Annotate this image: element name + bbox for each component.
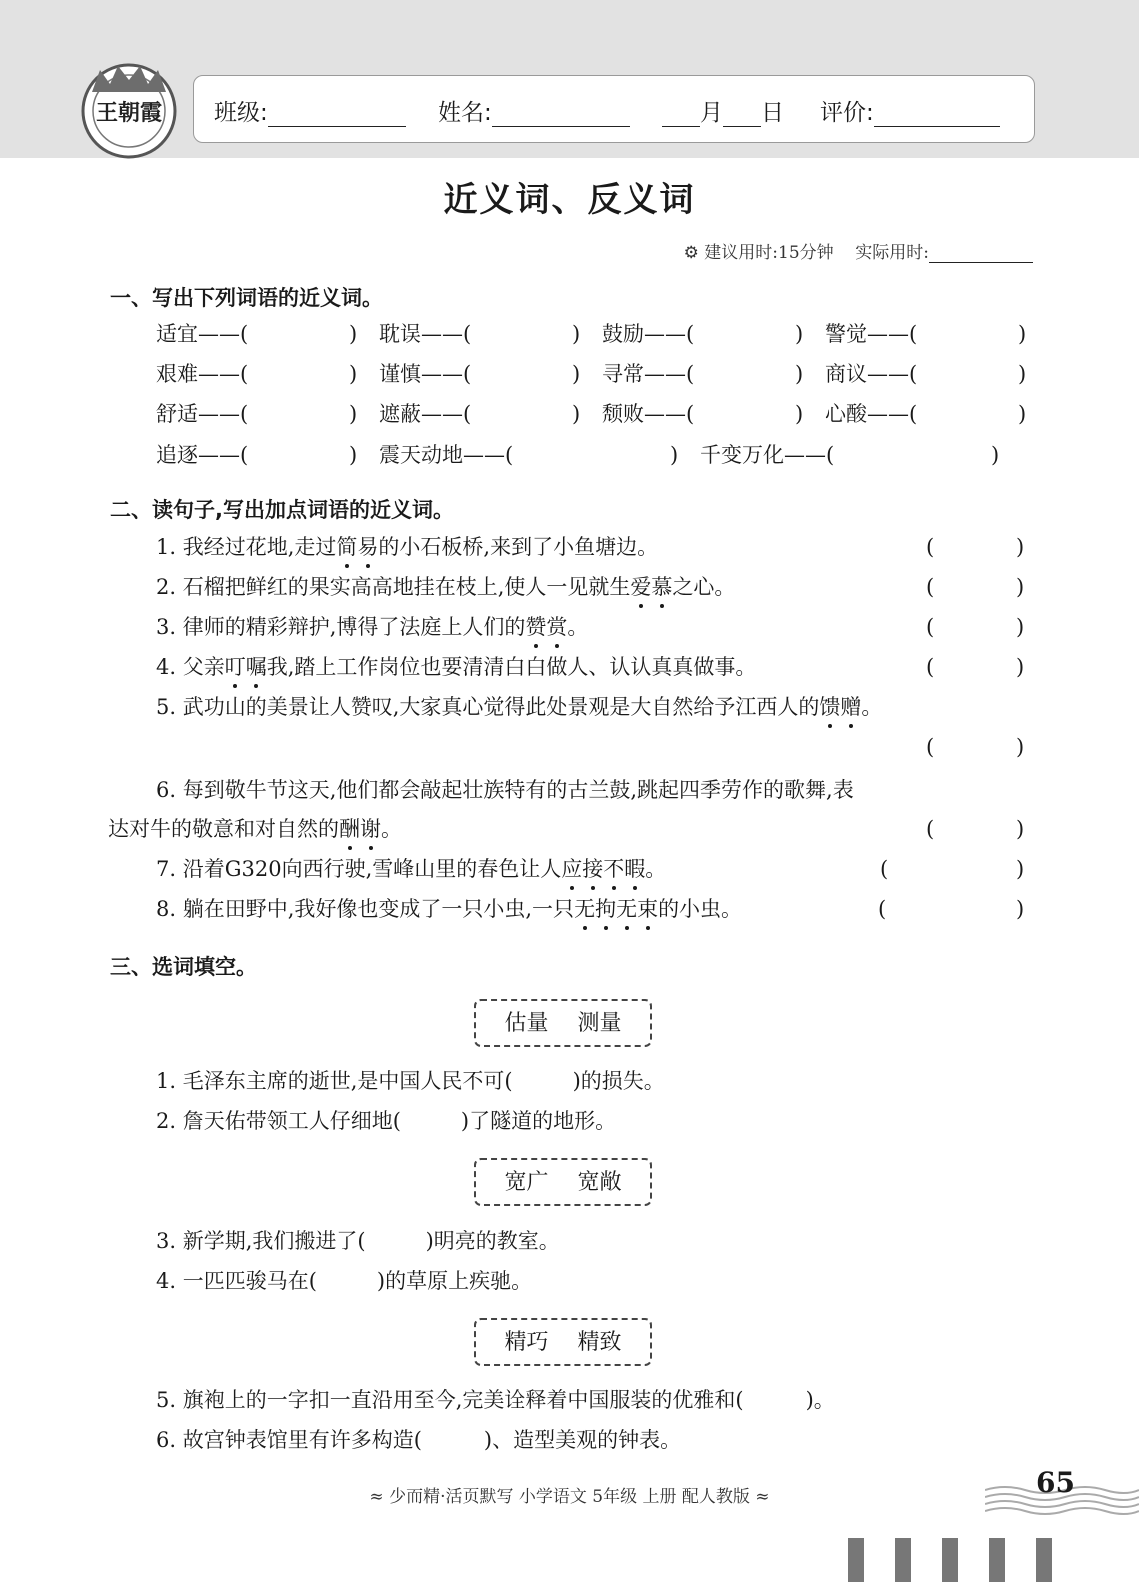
answer-close-paren: ) — [1016, 897, 1025, 921]
sentence-2: 2. 石榴把鲜红的果实高高地挂在枝上,使人一见就生爱慕之心。 — [156, 575, 736, 599]
rating-field[interactable]: 评价: — [820, 94, 1000, 127]
answer-close-paren: ) — [991, 443, 1000, 467]
synonym-item: 谨慎——( — [379, 362, 472, 386]
sentence-6-line2: 达对牛的敬意和对自然的酬谢。 — [108, 817, 402, 841]
synonym-item: 心酸——( — [825, 402, 918, 426]
synonym-item: 震天动地——( — [379, 443, 514, 467]
answer-close-paren: ) — [1016, 615, 1025, 639]
answer-close-paren: ) — [572, 322, 581, 346]
answer-close-paren: ) — [349, 362, 358, 386]
emphasis-dot-char: 束 — [637, 897, 659, 921]
time-info: ⚙ 建议用时:15分钟 实际用时: — [684, 238, 1033, 263]
emphasis-dot-char: 谢 — [360, 817, 381, 841]
synonym-item: 追逐——( — [156, 443, 249, 467]
emphasis-dot-char: 不 — [603, 857, 625, 881]
emphasis-dot-char: 嘱 — [245, 655, 267, 679]
sentence-8: 8. 躺在田野中,我好像也变成了一只小虫,一只无拘无束的小虫。 — [156, 897, 743, 921]
emphasis-dot-char: 应 — [561, 857, 583, 881]
answer-open-paren: ( — [926, 655, 935, 679]
synonym-item: 耽误——( — [379, 322, 472, 346]
fill-1: 1. 毛泽东主席的逝世,是中国人民不可( )的损失。 — [156, 1069, 665, 1093]
synonym-item: 遮蔽——( — [379, 402, 472, 426]
sentence-4: 4. 父亲叮嘱我,踏上工作岗位也要清清白白做人、认认真真做事。 — [156, 655, 757, 679]
answer-close-paren: ) — [349, 322, 358, 346]
answer-open-paren: ( — [878, 897, 887, 921]
brand-logo — [80, 62, 178, 160]
fill-5: 5. 旗袍上的一字扣一直沿用至今,完美诠释着中国服装的优雅和( )。 — [156, 1388, 835, 1412]
answer-close-paren: ) — [795, 322, 804, 346]
emphasis-dot-char: 馈 — [819, 695, 841, 719]
section3-heading: 三、选词填空。 — [110, 955, 257, 979]
emphasis-dot-char: 接 — [582, 857, 604, 881]
answer-close-paren: ) — [795, 402, 804, 426]
footer-series-text: ≈ 少而精·活页默写 小学语文 5年级 上册 配人教版 ≈ — [369, 1487, 770, 1507]
fill-6: 6. 故宫钟表馆里有许多构造( )、造型美观的钟表。 — [156, 1428, 682, 1452]
answer-close-paren: ) — [1016, 857, 1025, 881]
synonym-item: 千变万化——( — [700, 443, 835, 467]
synonym-item: 舒适——( — [156, 402, 249, 426]
synonym-item: 商议——( — [825, 362, 918, 386]
answer-open-paren: ( — [926, 575, 935, 599]
sentence-1: 1. 我经过花地,走过简易的小石板桥,来到了小鱼塘边。 — [156, 535, 659, 559]
emphasis-dot-char: 暇 — [624, 857, 646, 881]
answer-close-paren: ) — [1016, 655, 1025, 679]
class-field[interactable]: 班级: — [214, 94, 406, 127]
answer-close-paren: ) — [349, 402, 358, 426]
fill-3: 3. 新学期,我们搬进了( )明亮的教室。 — [156, 1229, 560, 1253]
sentence-7: 7. 沿着G320向西行驶,雪峰山里的春色让人应接不暇。 — [156, 857, 667, 881]
emphasis-dot-char: 无 — [616, 897, 638, 921]
answer-close-paren: ) — [1016, 735, 1025, 759]
emphasis-dot-char: 易 — [357, 535, 379, 559]
date-field[interactable]: 月 日 — [662, 94, 784, 127]
synonym-item: 警觉——( — [825, 322, 918, 346]
emphasis-dot-char: 无 — [574, 897, 596, 921]
synonym-item: 鼓励——( — [602, 322, 695, 346]
answer-open-paren: ( — [926, 535, 935, 559]
emphasis-dot-char: 爱 — [630, 575, 652, 599]
answer-close-paren: ) — [795, 362, 804, 386]
name-field[interactable]: 姓名: — [438, 94, 630, 127]
answer-close-paren: ) — [1016, 817, 1025, 841]
section2-heading: 二、读句子,写出加点词语的近义词。 — [110, 498, 454, 522]
answer-close-paren: ) — [572, 362, 581, 386]
emphasis-dot-char: 酬 — [339, 817, 360, 841]
answer-close-paren: ) — [1018, 402, 1027, 426]
synonym-item: 颓败——( — [602, 402, 695, 426]
answer-open-paren: ( — [926, 615, 935, 639]
synonym-item: 艰难——( — [156, 362, 249, 386]
answer-open-paren: ( — [926, 735, 935, 759]
answer-open-paren: ( — [926, 817, 935, 841]
word-choice-box-1: 估量 测量 — [474, 999, 652, 1047]
page-number: 65 — [1036, 1466, 1075, 1499]
emphasis-dot-char: 简 — [336, 535, 358, 559]
edge-marker-bars — [0, 1538, 1139, 1582]
svg-text:王朝霞: 王朝霞 — [95, 100, 163, 126]
emphasis-dot-char: 叮 — [224, 655, 246, 679]
answer-open-paren: ( — [880, 857, 889, 881]
answer-close-paren: ) — [1016, 535, 1025, 559]
sentence-6-line1: 6. 每到敬牛节这天,他们都会敲起壮族特有的古兰鼓,跳起四季劳作的歌舞,表 — [156, 778, 854, 802]
synonym-item: 寻常——( — [602, 362, 695, 386]
synonym-item: 适宜——( — [156, 322, 249, 346]
word-choice-box-3: 精巧 精致 — [474, 1318, 652, 1366]
emphasis-dot-char: 拘 — [595, 897, 617, 921]
emphasis-dot-char: 赞 — [525, 615, 547, 639]
fill-4: 4. 一匹匹骏马在( )的草原上疾驰。 — [156, 1269, 533, 1293]
answer-close-paren: ) — [1018, 322, 1027, 346]
sentence-5: 5. 武功山的美景让人赞叹,大家真心觉得此处景观是大自然给予江西人的馈赠。 — [156, 695, 883, 719]
emphasis-dot-char: 赏 — [546, 615, 568, 639]
answer-close-paren: ) — [349, 443, 358, 467]
answer-close-paren: ) — [572, 402, 581, 426]
emphasis-dot-char: 慕 — [651, 575, 673, 599]
clock-icon: ⚙ — [683, 243, 699, 263]
sentence-3: 3. 律师的精彩辩护,博得了法庭上人们的赞赏。 — [156, 615, 589, 639]
emphasis-dot-char: 赠 — [840, 695, 862, 719]
fill-2: 2. 詹天佑带领工人仔细地( )了隧道的地形。 — [156, 1109, 617, 1133]
answer-close-paren: ) — [1016, 575, 1025, 599]
student-info-box — [193, 75, 1035, 143]
page-title: 近义词、反义词 — [443, 180, 696, 220]
section1-heading: 一、写出下列词语的近义词。 — [110, 286, 383, 310]
answer-close-paren: ) — [1018, 362, 1027, 386]
word-choice-box-2: 宽广 宽敞 — [474, 1158, 652, 1206]
answer-close-paren: ) — [670, 443, 679, 467]
